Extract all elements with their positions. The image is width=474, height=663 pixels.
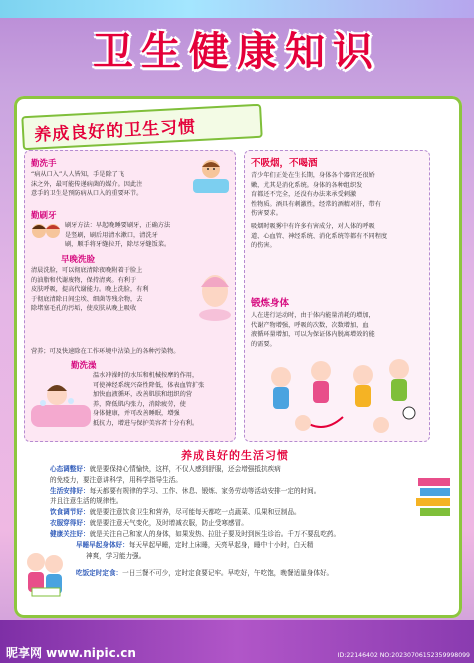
- exercise-title: 锻炼身体: [251, 298, 290, 309]
- habit-line: 早睡早起身体好：每天早起早睡，定时上床睡，天亮早起身，睡中十小时，白天精: [76, 541, 314, 549]
- poster-title-banner: [28, 24, 446, 80]
- top-decoration-band: [0, 0, 474, 18]
- exercise-block: [251, 293, 427, 349]
- habit-line: 心态调整好：就是要保持心情愉快，这样，不仅人感到舒服，还会增强抵抗疾病: [50, 465, 281, 473]
- habits-title: 养成良好的生活习惯: [181, 449, 289, 462]
- bath-line: 养，降低肌内张力，消除疲劳，使: [93, 400, 186, 408]
- smoke-line: 性物质。酒具有刺激性，经常的酒精对肝，带有: [251, 200, 381, 208]
- habit-line: 健康关注好：就是关注自己和家人的身体，如果发热、拉肚子要及时到医生诊治。千万不要乱吃药。: [50, 529, 341, 538]
- brush-block: [31, 207, 231, 222]
- ribbon-title: 养成良好的卫生习惯: [33, 116, 197, 146]
- smoke-line: 道、心血管、神经系统、消化系统等都有不同程度: [251, 232, 388, 240]
- smoke-line: 伤害要求。: [251, 210, 282, 218]
- smoke-line: 青少年们正处在生长期，身体各个器官还很娇: [251, 172, 375, 179]
- kids-sports-illustration: [259, 347, 421, 441]
- face-title: 早晚洗脸: [61, 255, 96, 265]
- brush-title: 勤刷牙: [31, 211, 57, 221]
- bath-line: 抵抗力，增进与保护美容者十分有利。: [93, 419, 199, 427]
- poster-title: 卫生健康知识: [93, 29, 381, 75]
- smoke-line: 吸烟时吸雾中有许多有害成分，对人体的呼吸: [251, 222, 375, 230]
- face-line: 于彻底清除日间尘埃、细菌等残余物，去: [31, 295, 143, 303]
- handwash-line: 意手的卫生是预防病从口入的重要环节。: [31, 190, 143, 198]
- right-column: [244, 150, 430, 442]
- habit-line: 的免疫力，要注意讲科学，用科学指导生活。: [50, 475, 182, 484]
- habit-line: 并且注意生活的规律性。: [50, 497, 123, 506]
- bath-line: 身体健康，并可改善睡眠，增强: [93, 410, 180, 418]
- kids-reading-illustration: [22, 548, 68, 600]
- handwash-line: “病从口入”人人皆知，手是除了飞: [31, 171, 125, 178]
- handwash-line: 沫之外，最可能传递病菌的媒介。因此注: [31, 180, 143, 188]
- habit-line: 衣服穿得好：就是要注意天气变化，及时增减衣服，防止受寒感冒。: [50, 518, 248, 527]
- face-block: [31, 251, 196, 314]
- brush-line: 刷，顺手将牙缝拉开，除尽牙缝饭菜。: [65, 241, 171, 249]
- brush-illustration: [31, 219, 61, 243]
- handwash-illustration: [191, 157, 231, 197]
- handwash-block: [31, 155, 189, 199]
- face-line: 的油脂和代谢废物，保持清爽。有利于: [31, 276, 137, 284]
- bath-line: 可使神经系统兴奋性降低，体表血管扩张: [93, 381, 205, 389]
- habit-line: 生活安排好：每天都要有规律的学习、工作、休息、锻炼、家务劳动等活动安排一定的时间。: [50, 486, 321, 495]
- face-line: 清晨洗脸，可以彻底清除夜晚附着于脸上: [31, 267, 143, 274]
- face-line: 营养；可及快速除在工作环境中沾染上的各种污染物。: [31, 348, 180, 355]
- bath-title: 勤洗澡: [71, 361, 97, 371]
- exercise-line: 人在进行运动时，由于体内能量消耗的增加，: [251, 312, 375, 319]
- left-column: [24, 150, 236, 442]
- habits-list: [50, 464, 410, 540]
- bath-line: 温水冲澡时的水压和机械按摩的作用，: [93, 372, 199, 379]
- exercise-line: 的需要。: [251, 340, 276, 348]
- habits-list-continued: [76, 540, 456, 578]
- bath-illustration: [29, 369, 93, 437]
- smoke-line: 的伤害。: [251, 242, 276, 250]
- smoke-line: 嫩，尤其是消化系统。身体的各种组织发: [251, 181, 363, 189]
- exercise-line: 液循环量增加，可以为保证体内脱离增效的能: [251, 331, 375, 339]
- smoke-line: 育都还不完全，还没有办法来承受刺激: [251, 191, 357, 199]
- exercise-line: 代谢产物增强，呼吸的次数，次数增加，血: [251, 321, 369, 329]
- handwash-title: 勤洗手: [31, 159, 57, 169]
- smoke-title: 不吸烟，不喝酒: [251, 158, 318, 169]
- face-extra: [31, 347, 233, 357]
- habit-line: 神爽，学习能力强。: [86, 551, 146, 560]
- book-stack-illustration: [414, 470, 456, 526]
- habits-section: [20, 464, 458, 610]
- habit-line: 吃饭定时定食：一日三餐不可少，定时定食要记牢。早吃好，午吃饱，晚餐适量身体好。: [76, 568, 334, 577]
- bath-line: 加快血液循环，改善肌肤和组织的营: [93, 391, 192, 399]
- face-line: 除堵塞毛孔的污垢，使皮肤从晚上吸收: [31, 305, 137, 313]
- habit-line: 饮食调节好：就是要注意饮食卫生和营养，尽可能每天都吃一点蔬菜、瓜果和豆制品。: [50, 508, 301, 517]
- watermark-logo: 昵享网 www.nipic.cn: [6, 646, 136, 660]
- brush-text: [65, 221, 233, 250]
- smoke-block: [251, 153, 427, 251]
- watermark-id: ID:22146402 NO:20230706152359998099: [337, 652, 470, 659]
- face-wash-illustration: [197, 269, 233, 321]
- bath-text: [93, 371, 233, 429]
- face-line: 皮肤呼吸，提高代谢能力。晚上洗脸，有利: [31, 286, 149, 294]
- brush-line: 是竖刷，刷后用清水漱口，清洗牙: [65, 231, 158, 239]
- brush-line: 刷牙方法：早起晚睡要刷牙，正确方法: [65, 222, 171, 229]
